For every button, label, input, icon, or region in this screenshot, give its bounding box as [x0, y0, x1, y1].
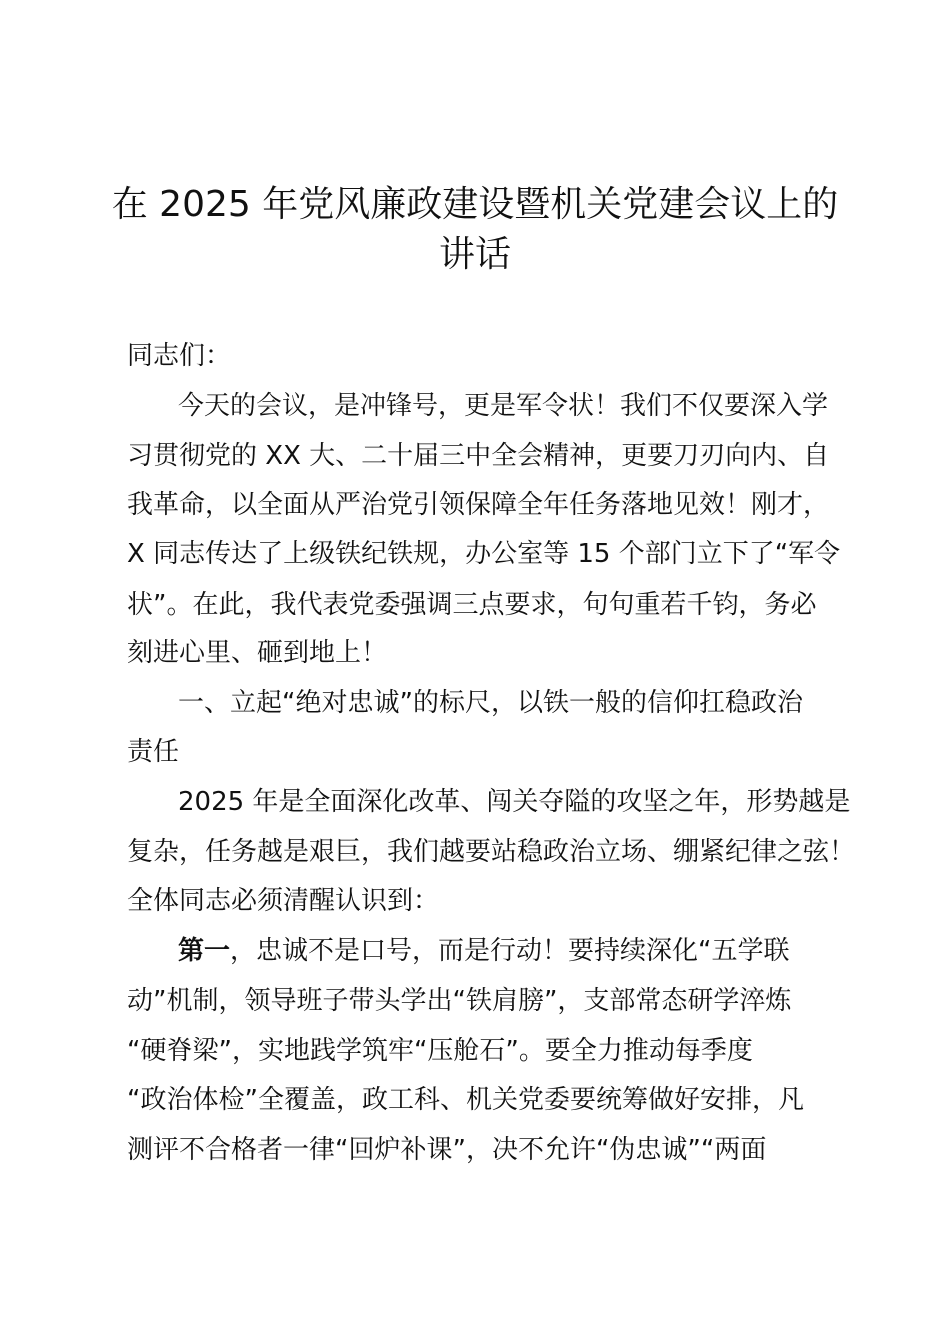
- paragraph-1-line: X 同志传达了上级铁纪铁规，办公室等 15 个部门立下了“军令: [127, 539, 841, 569]
- paragraph-1-line: 状”。在此，我代表党委强调三点要求，句句重若千钧，务必: [127, 590, 817, 620]
- paragraph-1-line: 今天的会议，是冲锋号，更是军令状！我们不仅要深入学: [178, 391, 829, 421]
- paragraph-3-line: “政治体检”全覆盖，政工科、机关党委要统筹做好安排，凡: [127, 1085, 804, 1115]
- paragraph-3-first-line: [178, 936, 790, 966]
- paragraph-3-line: “硬脊梁”，实地践学筑牢“压舱石”。要全力推动每季度: [127, 1036, 753, 1066]
- paragraph-3-line: 测评不合格者一律“回炉补课”，决不允许“伪忠诚”“两面: [127, 1135, 767, 1165]
- paragraph-3-lead: 第一: [178, 936, 231, 966]
- paragraph-1-line: 刻进心里、砸到地上！: [127, 638, 388, 668]
- section-heading-line: 一、立起“绝对忠诚”的标尺，以铁一般的信仰扛稳政治: [178, 688, 803, 718]
- paragraph-2-line: 全体同志必须清醒认识到：: [127, 886, 440, 916]
- paragraph-3-line: 动”机制，领导班子带头学出“铁肩膀”，支部常态研学淬炼: [127, 986, 792, 1016]
- paragraph-2-line: 2025 年是全面深化改革、闯关夺隘的攻坚之年，形势越是: [178, 787, 851, 817]
- salutation: 同志们：: [127, 341, 232, 371]
- paragraph-3-first-line-rest: ，忠诚不是口号，而是行动！要持续深化“五学联: [230, 936, 790, 966]
- section-heading-line: 责任: [127, 737, 180, 767]
- paragraph-1-line: 习贯彻党的 XX 大、二十届三中全会精神，更要刀刃向内、自: [127, 441, 830, 471]
- document-title-line-2: 讲话: [438, 234, 511, 275]
- paragraph-2-line: 复杂，任务越是艰巨，我们越要站稳政治立场、绷紧纪律之弦！: [127, 837, 856, 867]
- paragraph-1-line: 我革命，以全面从严治党引领保障全年任务落地见效！刚才，: [127, 490, 830, 520]
- document-title-line-1: 在 2025 年党风廉政建设暨机关党建会议上的: [111, 184, 839, 225]
